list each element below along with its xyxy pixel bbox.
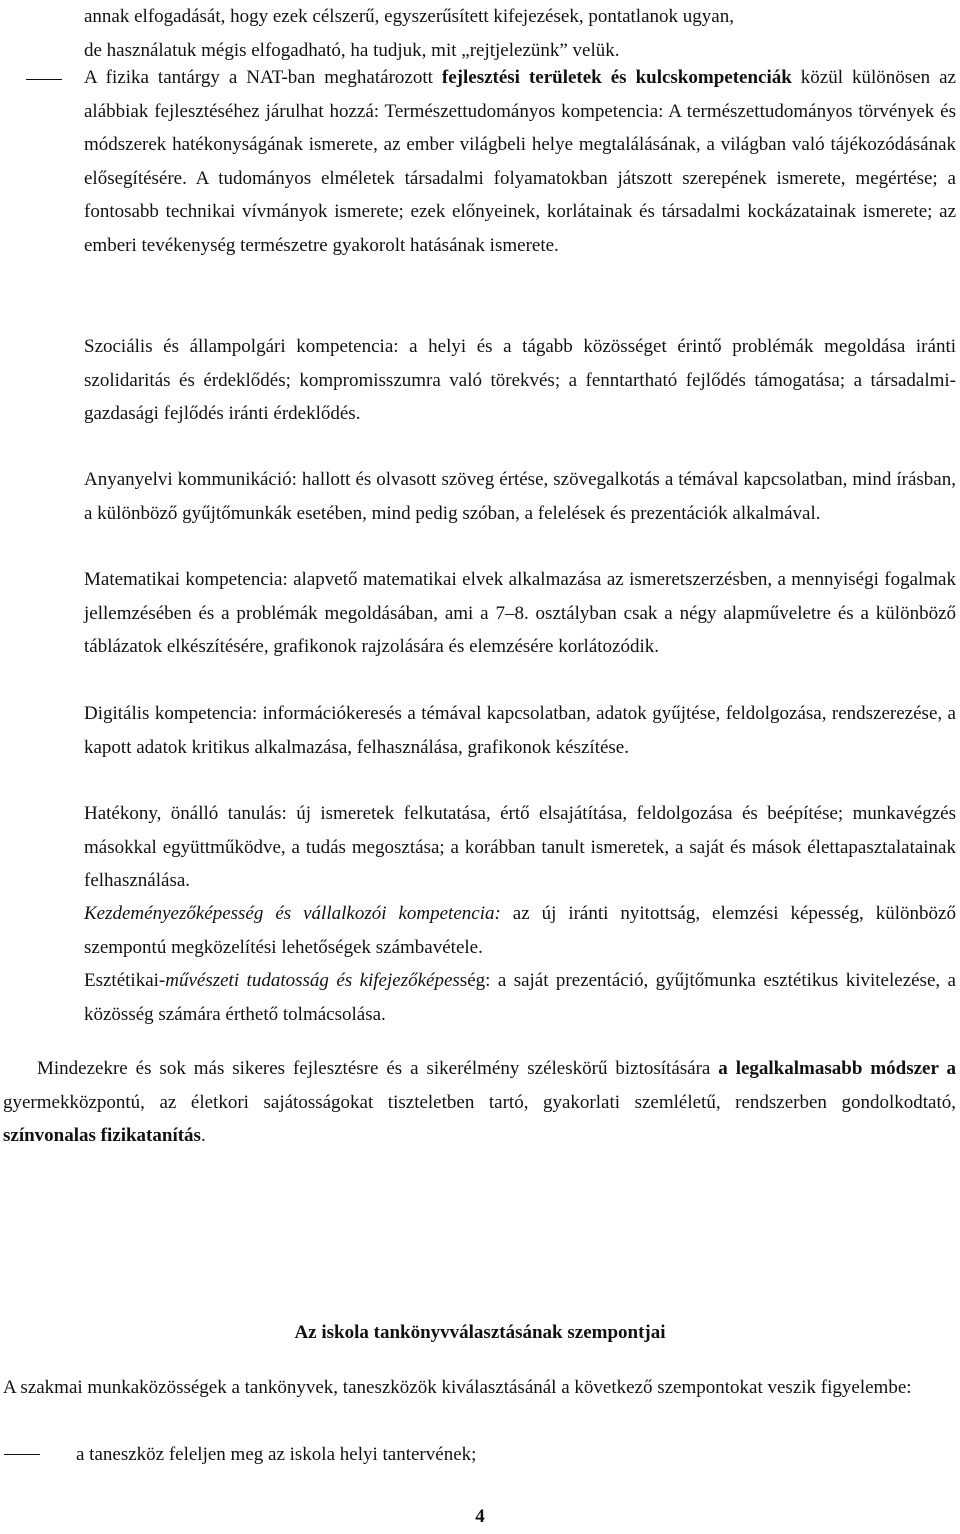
page-number: 4	[475, 1506, 485, 1527]
digital-competence-text: Digitális kompetencia: információkeresés a témával kapcsolatban, adatok gyűjtése, feldolgozása, rendszerezése, a kapott adatok kritikus alkalmazása, felhasználása, grafikonok készítése.	[84, 703, 956, 758]
intro-line-1: annak elfogadását, hogy ezek célszerű, egyszerűsített kifejezések, pontatlanok ugyan,	[84, 6, 734, 27]
summary-bold-method: a legalkalmasabb módszer a	[718, 1058, 956, 1079]
nat-bold-competencies: fejlesztési területek és kulcskompetenciák	[441, 67, 792, 88]
learning-competence-text: Hatékony, önálló tanulás: új ismeretek felkutatása, értő elsajátítása, feldolgozása és beépítése; munkavégzés másokkal együttműködve, a tudás megosztása; a korábban tanult ismeretek, a saját és mások élettapasztalatainak felhasználása.	[84, 803, 956, 891]
aesthetic-italic: művészeti tudatosság és kifejezőképes	[165, 970, 460, 991]
intro-line-2: de használatuk mégis elfogadható, ha tudjuk, mit „rejtjelezünk” velük.	[84, 39, 620, 61]
native-language-paragraph	[84, 463, 956, 530]
aesthetic-text-1: Esztétikai-	[84, 970, 166, 991]
list-dash-icon	[26, 79, 62, 80]
social-competence-paragraph	[84, 330, 956, 431]
social-competence-text: Szociális és állampolgári kompetencia: a helyi és a tágabb közösséget érintő problémák megoldása iránti szolidaritás és érdeklődés; kompromisszumra való törekvés; a fenntartható fejlődés támogatása; a társadalmi-gazdasági fejlődés iránti érdeklődés.	[84, 336, 956, 424]
native-language-text: Anyanyelvi kommunikáció: hallott és olvasott szöveg értése, szövegalkotás a témával kapcsolatban, mind írásban, a különböző gyűjtőmunkák esetében, mind pedig szóban, a felelések és prezentációk alkalmával.	[84, 469, 956, 524]
criteria-intro-paragraph	[3, 1371, 956, 1405]
summary-paragraph	[3, 1052, 956, 1153]
nat-paragraph	[84, 61, 956, 262]
initiative-italic-title: Kezdeményezőképesség és vállalkozói kompetencia:	[84, 903, 501, 924]
summary-text-3: .	[200, 1125, 206, 1146]
summary-text-2: gyermekközpontú, az életkori sajátosságokat tiszteletben tartó, gyakorlati szemléletű, rendszerben gondolkodtató,	[3, 1091, 956, 1113]
digital-competence-paragraph	[84, 697, 956, 764]
list-item	[76, 1438, 956, 1472]
nat-text-1: A fizika tantárgy a NAT-ban meghatározott	[84, 67, 442, 88]
math-competence-text: Matematikai kompetencia: alapvető matematikai elvek alkalmazása az ismeretszerzésben, a mennyiségi fogalmak jellemzésében és a problémák megoldásában, ami a 7–8. osztályban csak a négy alapműveletre és a különböző táblázatok elkészítésére, grafikonok rajzolására és elemzésére korlátozódik.	[84, 569, 956, 657]
summary-text-1: Mindezekre és sok más sikeres fejlesztésre és a sikerélmény széleskörű biztosítására	[37, 1058, 719, 1079]
section-heading: Az iskola tankönyvválasztásának szempontjai	[294, 1322, 666, 1343]
intro-paragraph	[84, 0, 956, 67]
initiative-text: az új iránti nyitottság, elemzési képesség, különböző szempontú megközelítési lehetőségek számbavétele.	[84, 903, 956, 958]
aesthetic-competence-paragraph	[84, 964, 956, 1031]
criteria-intro-text: A szakmai munkaközösségek a tankönyvek, taneszközök kiválasztásánál a következő szempontokat veszik figyelembe:	[3, 1377, 912, 1398]
learning-competence-paragraph	[84, 797, 956, 898]
list-dash-icon	[4, 1454, 40, 1455]
summary-bold-teaching: színvonalas fizikatanítás	[3, 1125, 201, 1146]
initiative-competence-paragraph	[84, 897, 956, 964]
aesthetic-text-2: ség: a saját prezentáció, gyűjtőmunka esztétikus kivitelezése, a közösség számára érthető tolmácsolása.	[84, 970, 956, 1025]
nat-text-2: közül különösen az alábbiak fejlesztéséhez járulhat hozzá: Természettudományos kompetencia: A természettudományos törvények és módszerek hatékonyságának ismerete, az ember világbeli helye megtalálásának, a világban való tájékozódásának elősegítésére. A tudományos elméletek társadalmi folyamatokban játszott szerepének ismerete, megértése; a fontosabb technikai vívmányok ismerete; ezek előnyeinek, korlátainak és társadalmi kockázatainak ismerete; az emberi tevékenység természetre gyakorolt hatásának ismerete.	[84, 67, 956, 256]
math-competence-paragraph	[84, 563, 956, 664]
list-item-text: a taneszköz feleljen meg az iskola helyi tantervének;	[76, 1444, 477, 1465]
